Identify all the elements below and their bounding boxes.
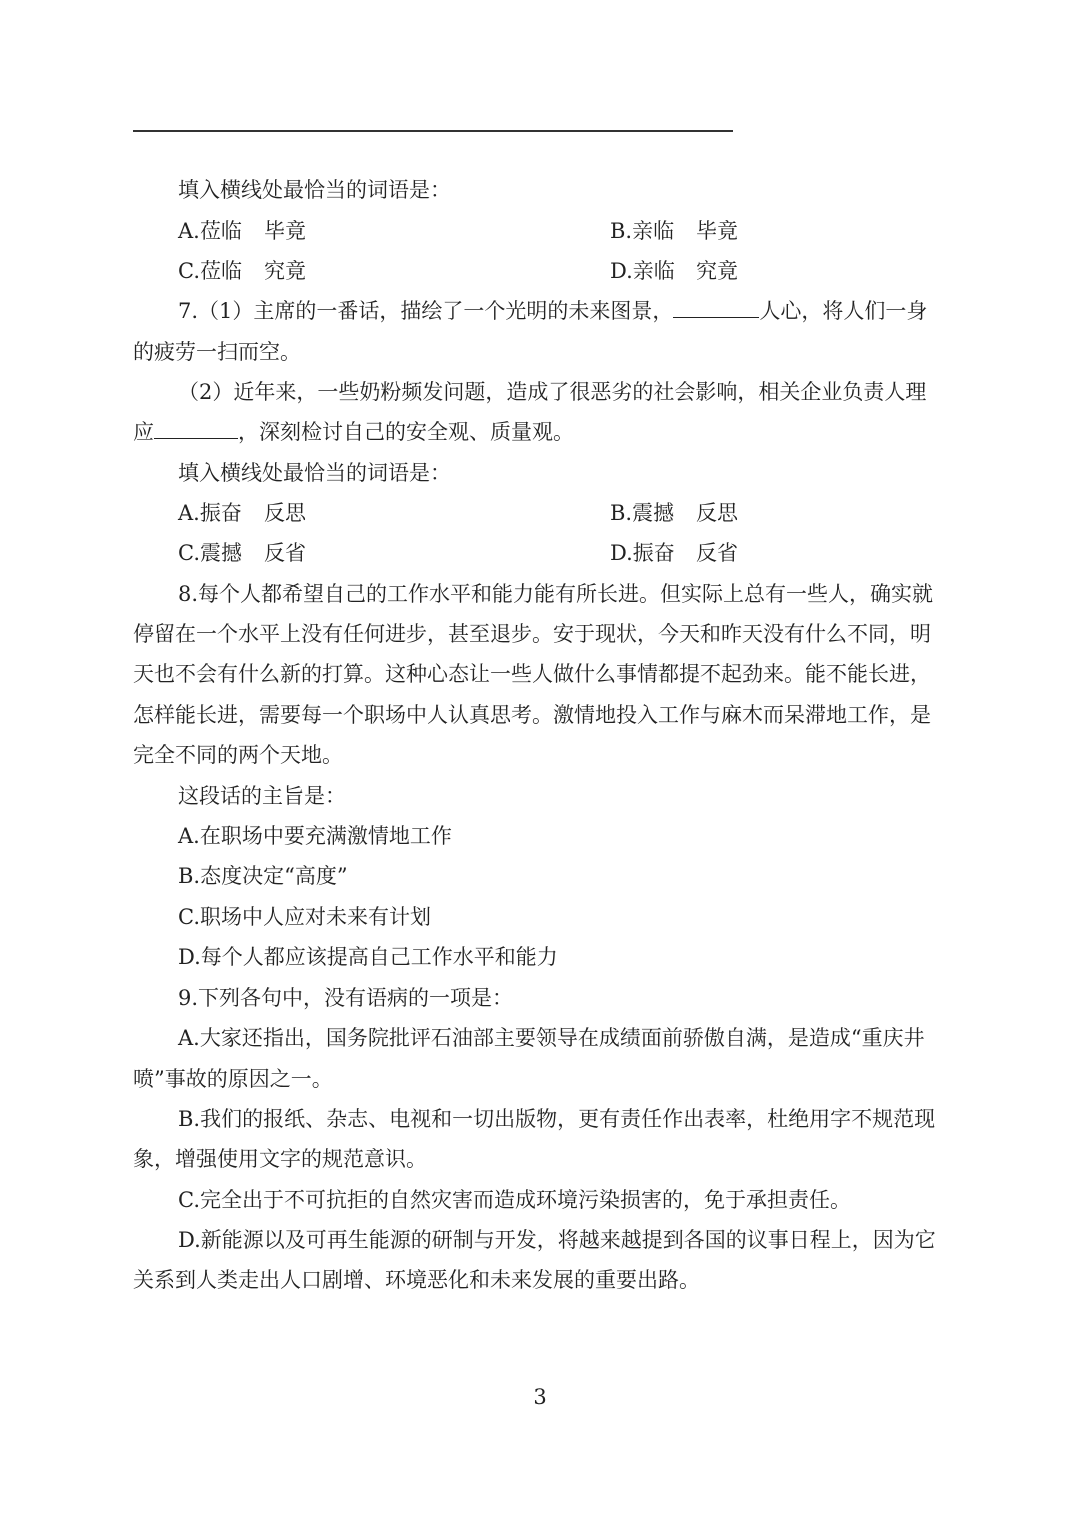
q9-option-b-line1: B.我们的报纸、杂志、电视和一切出版物，更有责任作出表率，杜绝用字不规范现 (178, 1107, 936, 1131)
q7-s1-part2: 人心，将人们一身 (759, 299, 928, 323)
q6-option-d (610, 257, 738, 285)
q7-option-c-label: C.震撼 (178, 541, 242, 565)
q7-s2-line1: （2）近年来，一些奶粉频发问题，造成了很恶劣的社会影响，相关企业负责人理 (178, 380, 927, 404)
q6-option-a-label: A.莅临 (178, 219, 242, 243)
q7-s1-part1: 7.（1）主席的一番话，描绘了一个光明的未来图景， (178, 299, 674, 323)
q8-line-5: 完全不同的两个天地。 (133, 743, 343, 767)
q6-option-d-word2: 究竟 (696, 259, 738, 283)
q7-option-b (610, 499, 738, 527)
q8-option-b: B.态度决定“高度” (178, 864, 348, 888)
q7-option-a-label: A.振奋 (178, 501, 242, 525)
q8-line-2: 停留在一个水平上没有任何进步，甚至退步。安于现状，今天和昨天没有什么不同，明 (133, 622, 931, 646)
q9-option-a-line2: 喷”事故的原因之一。 (133, 1067, 333, 1091)
q7-option-b-label: B.震撼 (610, 501, 675, 525)
q6-option-c-word2: 究竟 (264, 259, 306, 283)
q7-s1-line2: 的疲劳一扫而空。 (133, 340, 301, 364)
q7-blank-1 (673, 297, 759, 318)
q7-sentence1 (178, 297, 927, 325)
q6-option-a (178, 217, 306, 245)
q8-option-a: A.在职场中要充满激情地工作 (178, 824, 452, 848)
q9-option-d-line1: D.新能源以及可再生能源的研制与开发，将越来越提到各国的议事日程上，因为它 (178, 1228, 936, 1252)
q6-prompt: 填入横线处最恰当的词语是： (178, 178, 451, 202)
q9-prompt: 9.下列各句中，没有语病的一项是： (178, 986, 514, 1010)
page-number: 3 (533, 1385, 547, 1409)
q7-option-c-word2: 反省 (264, 541, 306, 565)
q8-option-c: C.职场中人应对未来有计划 (178, 905, 431, 929)
q8-option-d: D.每个人都应该提高自己工作水平和能力 (178, 945, 558, 969)
q7-option-a-word2: 反思 (264, 501, 306, 525)
q6-option-b-word2: 毕竟 (696, 219, 738, 243)
q9-option-a-line1: A.大家还指出，国务院批评石油部主要领导在成绩面前骄傲自满，是造成“重庆井 (178, 1026, 925, 1050)
q7-blank-2 (154, 418, 238, 439)
q7-s2-part2: ，深刻检讨自己的安全观、质量观。 (238, 420, 574, 444)
header-rule (133, 130, 733, 132)
q6-option-d-label: D.亲临 (610, 259, 675, 283)
q6-option-b (610, 217, 738, 245)
q6-option-c (178, 257, 306, 285)
q8-line-4: 怎样能长进，需要每一个职场中人认真思考。激情地投入工作与麻木而呆滞地工作，是 (133, 703, 931, 727)
q9-option-c-line1: C.完全出于不可抗拒的自然灾害而造成环境污染损害的，免于承担责任。 (178, 1188, 851, 1212)
q8-line-3: 天也不会有什么新的打算。这种心态让一些人做什么事情都提不起劲来。能不能长进， (133, 662, 931, 686)
q8-line-1: 8.每个人都希望自己的工作水平和能力能有所长进。但实际上总有一些人，确实就 (178, 582, 934, 606)
q6-option-c-label: C.莅临 (178, 259, 242, 283)
q6-option-b-label: B.亲临 (610, 219, 675, 243)
q7-option-d-word2: 反省 (696, 541, 738, 565)
q7-s2-part1: 应 (133, 420, 154, 444)
q7-option-b-word2: 反思 (696, 501, 738, 525)
q7-option-d-label: D.振奋 (610, 541, 675, 565)
q6-option-a-word2: 毕竟 (264, 219, 306, 243)
q7-prompt: 填入横线处最恰当的词语是： (178, 461, 451, 485)
q9-option-b-line2: 象，增强使用文字的规范意识。 (133, 1147, 427, 1171)
q7-option-d (610, 539, 738, 567)
q7-sentence2-line2 (133, 418, 574, 446)
q7-option-c (178, 539, 306, 567)
q9-option-d-line2: 关系到人类走出人口剧增、环境恶化和未来发展的重要出路。 (133, 1268, 700, 1292)
q7-option-a (178, 499, 306, 527)
q8-prompt: 这段话的主旨是： (178, 784, 346, 808)
